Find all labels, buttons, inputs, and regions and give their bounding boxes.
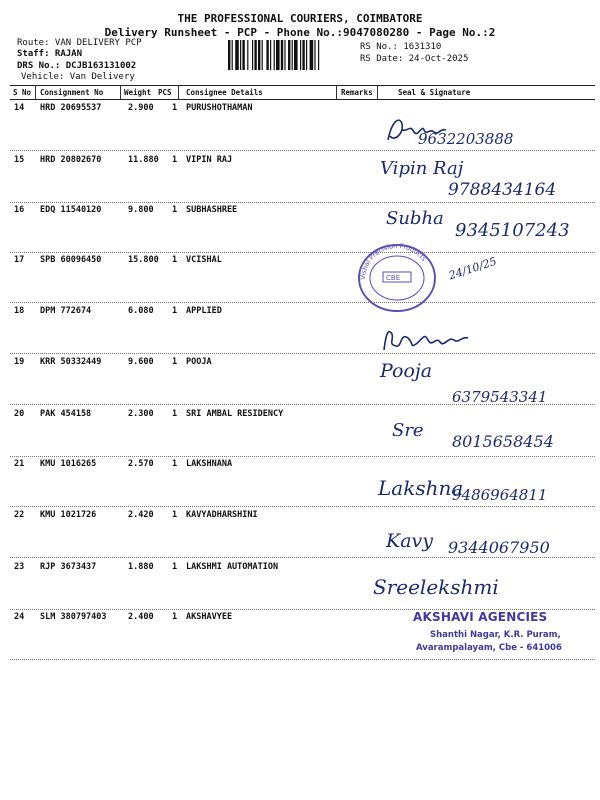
row-weight: 9.800: [128, 205, 154, 215]
row-weight: 9.600: [128, 357, 154, 367]
row-sno: 20: [14, 409, 25, 419]
svg-text:CBE: CBE: [386, 274, 401, 282]
route-label: Route: VAN DELIVERY PCP: [17, 38, 142, 48]
handwritten-name: Subha: [386, 208, 444, 229]
col-header-consignee: Consignee Details: [186, 88, 263, 97]
row-separator: [10, 659, 595, 660]
row-pcs: 1: [172, 255, 178, 265]
row-weight: 2.300: [128, 409, 154, 419]
row-consignment-no: EDQ 11540120: [40, 205, 102, 215]
row-pcs: 1: [172, 562, 178, 572]
row-sno: 16: [14, 205, 25, 215]
row-sno: 18: [14, 306, 25, 316]
col-divider: [336, 85, 337, 99]
handwritten-name: Lakshna: [378, 476, 464, 500]
row-consignment-no: DPM 772674: [40, 306, 92, 316]
row-sno: 24: [14, 612, 25, 622]
row-separator: [10, 456, 595, 457]
col-header-consignment: Consignment No: [40, 88, 104, 97]
row-consignee: SUBHASHREE: [186, 205, 238, 215]
row-pcs: 1: [172, 612, 178, 622]
row-pcs: 1: [172, 155, 178, 165]
row-consignment-no: KMU 1016265: [40, 459, 97, 469]
rs-number: RS No.: 1631310: [360, 42, 442, 52]
row-consignee: POOJA: [186, 357, 212, 367]
handwritten-phone: 9632203888: [418, 130, 514, 148]
row-separator: [10, 202, 595, 203]
row-pcs: 1: [172, 510, 178, 520]
row-weight: 2.400: [128, 612, 154, 622]
row-sno: 21: [14, 459, 25, 469]
handwritten-phone: 8015658454: [452, 432, 554, 451]
handwritten-name: Sre: [392, 420, 424, 441]
drs-number: DRS No.: DCJB163131002: [17, 61, 137, 71]
row-consignee: APPLIED: [186, 306, 222, 316]
col-divider: [35, 85, 36, 99]
col-header-weight: Weight: [124, 88, 152, 97]
col-header-remarks: Remarks: [341, 88, 373, 97]
row-sno: 15: [14, 155, 25, 165]
akshavi-stamp-name: AKSHAVI AGENCIES: [413, 610, 548, 624]
vehicle-label: Vehicle: Van Delivery: [21, 72, 135, 82]
row-pcs: 1: [172, 205, 178, 215]
row-pcs: 1: [172, 103, 178, 113]
row-consignee: LAKSHNANA: [186, 459, 233, 469]
row-pcs: 1: [172, 306, 178, 316]
akshavi-stamp-address: Avarampalayam, Cbe - 641006: [416, 643, 562, 653]
header-top-rule: [10, 85, 595, 86]
row-consignee: SRI AMBAL RESIDENCY: [186, 409, 284, 419]
company-title: THE PROFESSIONAL COURIERS, COIMBATORE: [177, 12, 423, 25]
col-divider: [377, 85, 378, 99]
row-consignment-no: HRD 20695537: [40, 103, 102, 113]
staff-label: Staff: RAJAN: [17, 49, 83, 59]
runsheet-subtitle: Delivery Runsheet - PCP - Phone No.:9047080280 - Page No.:2: [104, 26, 496, 39]
row-consignment-no: SPB 60096450: [40, 255, 102, 265]
row-consignment-no: PAK 454158: [40, 409, 92, 419]
signature-row-18: [378, 322, 473, 354]
svg-text:Vishal Precision Products: Vishal Precision Products: [358, 241, 428, 281]
handwritten-name: Kavy: [386, 530, 433, 552]
row-consignment-no: SLM 380797403: [40, 612, 107, 622]
handwritten-phone: 9344067950: [448, 538, 550, 557]
barcode: [228, 40, 356, 70]
handwritten-phone: 9345107243: [455, 220, 570, 241]
round-company-stamp: [355, 240, 439, 312]
row-sno: 22: [14, 510, 25, 520]
row-sno: 17: [14, 255, 25, 265]
col-divider: [120, 85, 121, 99]
row-weight: 15.800: [128, 255, 159, 265]
handwritten-phone: 9486964811: [452, 486, 548, 504]
row-consignee: KAVYADHARSHINI: [186, 510, 258, 520]
rs-date: RS Date: 24-Oct-2025: [360, 54, 469, 64]
row-consignment-no: KMU 1021726: [40, 510, 97, 520]
row-separator: [10, 302, 595, 303]
akshavi-stamp-address: Shanthi Nagar, K.R. Puram,: [430, 630, 561, 640]
row-pcs: 1: [172, 459, 178, 469]
row-weight: 2.900: [128, 103, 154, 113]
row-consignment-no: HRD 20802670: [40, 155, 102, 165]
row-consignee: AKSHAVYEE: [186, 612, 233, 622]
row-weight: 2.420: [128, 510, 154, 520]
row-separator: [10, 557, 595, 558]
row-pcs: 1: [172, 357, 178, 367]
row-separator: [10, 150, 595, 151]
row-consignee: PURUSHOTHAMAN: [186, 103, 253, 113]
row-sno: 19: [14, 357, 25, 367]
row-pcs: 1: [172, 409, 178, 419]
col-header-seal: Seal & Signature: [398, 88, 471, 97]
header-bottom-rule: [10, 99, 595, 100]
row-weight: 2.570: [128, 459, 154, 469]
row-consignment-no: KRR 50332449: [40, 357, 102, 367]
handwritten-name: Pooja: [380, 360, 433, 382]
row-consignee: VCISHAL: [186, 255, 222, 265]
row-weight: 11.880: [128, 155, 159, 165]
row-separator: [10, 506, 595, 507]
row-separator: [10, 353, 595, 354]
handwritten-phone: 6379543341: [452, 388, 548, 406]
row-consignee: LAKSHMI AUTOMATION: [186, 562, 279, 572]
row-weight: 6.080: [128, 306, 154, 316]
col-header-pcs: PCS: [158, 88, 172, 97]
col-divider: [178, 85, 179, 99]
row-consignee: VIPIN RAJ: [186, 155, 233, 165]
handwritten-name: Vipin Raj: [380, 158, 464, 179]
row-separator: [10, 252, 595, 253]
row-sno: 14: [14, 103, 25, 113]
row-sno: 23: [14, 562, 25, 572]
col-header-sno: S No: [13, 88, 32, 97]
row-consignment-no: RJP 3673437: [40, 562, 97, 572]
handwritten-name: Sreelekshmi: [373, 575, 499, 599]
handwritten-date: 24/10/25: [447, 254, 499, 283]
row-weight: 1.880: [128, 562, 154, 572]
handwritten-phone: 9788434164: [448, 180, 557, 200]
